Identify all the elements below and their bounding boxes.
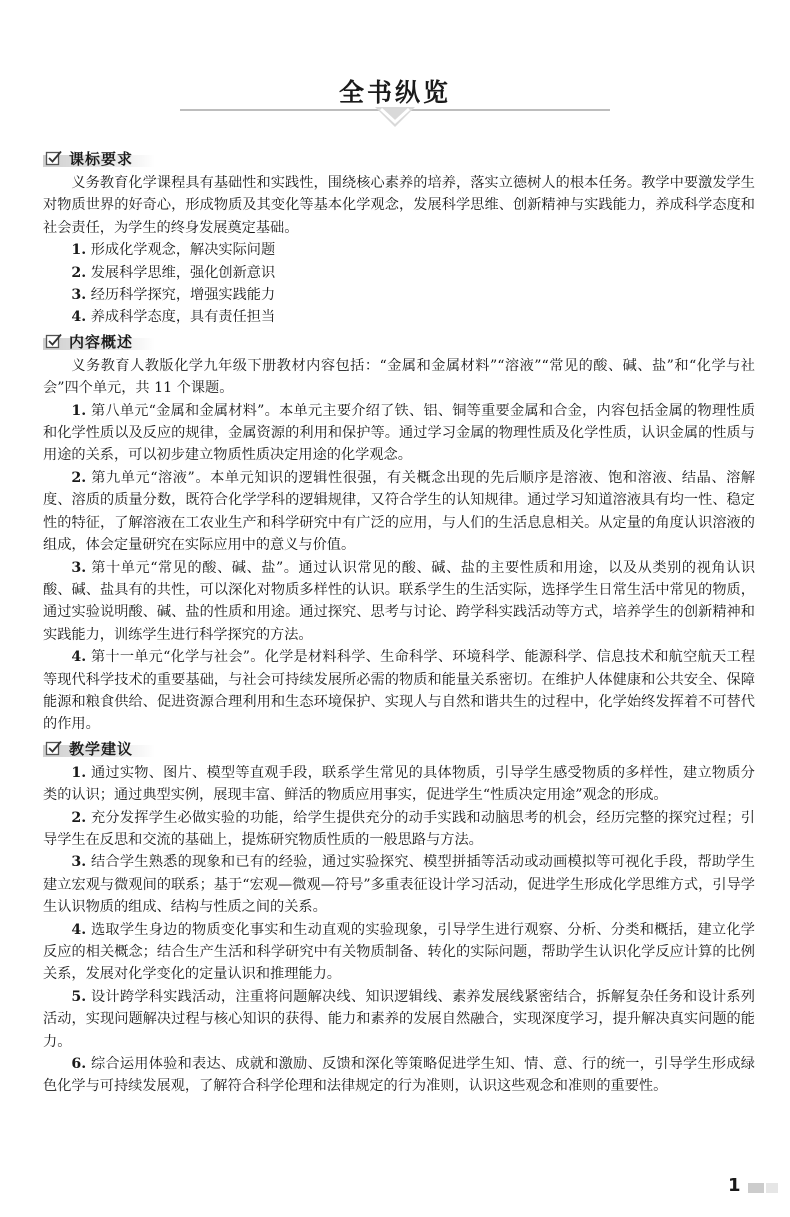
item-text: 充分发挥学生必做实验的功能，给学生提供充分的动手实践和动脑思考的机会，经历完整的探究过程；引导学生在反思和交流的基础上，提炼研究物质性质的一般思路与方法。	[43, 809, 755, 848]
item-number: 3.	[71, 854, 87, 871]
page-number-mark	[766, 1183, 778, 1193]
checkbox-check-icon	[45, 739, 63, 757]
chevron-down-icon	[375, 107, 415, 129]
paragraph	[43, 1053, 755, 1098]
item-number: 2.	[71, 469, 87, 486]
item-text: 综合运用体验和表达、成就和激励、反馈和深化等策略促进学生知、情、意、行的统一，引导学生形成绿色化学与可持续发展观，了解符合科学伦理和法律规定的行为准则，认识这些观念和准则的重要性。	[43, 1056, 755, 1095]
item-text: 结合学生熟悉的现象和已有的经验，通过实验探究、模型拼插等活动或动画模拟等可视化手段，帮助学生建立宏观与微观间的联系；基于“宏观—微观—符号”多重表征设计学习活动，促进学生形成化学思维方式，引导学生认识物质的组成、结构与性质之间的关系。	[43, 854, 755, 916]
main-content	[43, 146, 755, 1098]
checkbox-check-icon	[45, 149, 63, 167]
list-item	[43, 239, 755, 261]
item-text: 第八单元“金属和金属材料”。本单元主要介绍了铁、铝、铜等重要金属和合金，内容包括金属的物理性质和化学性质以及反应的规律，金属资源的利用和保护等。通过学习金属的物理性质及化学性质，认识金属的性质与用途的关系，可以初步建立物质性质决定用途的化学观念。	[43, 402, 756, 464]
item-text: 发展科学思维，强化创新意识	[90, 264, 276, 281]
item-number: 4.	[71, 309, 87, 326]
item-text: 养成科学态度，具有责任担当	[90, 309, 276, 326]
item-number: 3.	[71, 559, 87, 576]
item-number: 4.	[71, 649, 87, 666]
item-number: 2.	[71, 809, 87, 826]
paragraph	[43, 762, 755, 807]
item-text: 选取学生身边的物质变化事实和生动直观的实验现象，引导学生进行观察、分析、分类和概括，建立化学反应的相关概念；结合生产生活和科学研究中有关物质制备、转化的实际问题，帮助学生认识化学反应计算的比例关系，发展对化学变化的定量认识和推理能力。	[43, 921, 755, 983]
item-text: 通过实物、图片、模型等直观手段，联系学生常见的具体物质，引导学生感受物质的多样性，建立物质分类的认识；通过典型实例，展现丰富、鲜活的物质应用事实，促进学生“性质决定用途”观念的形成。	[43, 764, 755, 804]
section-heading-overview	[43, 331, 755, 353]
checkbox-check-icon	[45, 332, 63, 350]
list-item	[43, 262, 755, 284]
item-text: 经历科学探究，增强实践能力	[90, 287, 276, 304]
list-item	[43, 284, 755, 306]
paragraph	[43, 851, 755, 918]
overview-intro: 义务教育人教版化学九年级下册教材内容包括：“金属和金属材料”“溶液”“常见的酸、碱、盐”和“化学与社会”四个单元，共 11 个课题。	[43, 357, 755, 397]
paragraph	[43, 557, 755, 647]
section-label: 课标要求	[69, 150, 134, 168]
paragraph	[43, 646, 755, 736]
item-number: 2.	[71, 264, 87, 281]
item-number: 1.	[71, 402, 87, 419]
page-number-mark	[748, 1183, 764, 1193]
paragraph	[43, 467, 755, 557]
list-item	[43, 306, 755, 328]
item-number: 5.	[71, 988, 87, 1005]
item-text: 设计跨学科实践活动，注重将问题解决线、知识逻辑线、素养发展线紧密结合，拆解复杂任务和设计系列活动，实现问题解决过程与核心知识的获得、能力和素养的发展自然融合，实现深度学习，提升解决真实问题的能力。	[43, 988, 755, 1050]
paragraph	[43, 400, 755, 467]
paragraph	[43, 807, 755, 852]
item-text: 第十一单元“化学与社会”。化学是材料科学、生命科学、环境科学、能源科学、信息技术和航空航天工程等现代科学技术的重要基础，与社会可持续发展所必需的物质和能量关系密切。在维护人体健康和公共安全、保障能源和粮食供给、促进资源合理利用和生态环境保护、实现人与自然和谐共生的过程中，化学始终发挥着不可替代的作用。	[43, 649, 756, 733]
paragraph	[43, 919, 755, 986]
item-text: 形成化学观念，解决实际问题	[90, 242, 276, 259]
section-heading-suggestions	[43, 738, 755, 760]
standards-intro: 义务教育化学课程具有基础性和实践性，围绕核心素养的培养，落实立德树人的根本任务。教学中要激发学生对物质世界的好奇心，形成物质及其变化等基本化学观念，发展科学思维、创新精神与实践能力，养成科学态度和社会责任，为学生的终身发展奠定基础。	[43, 175, 755, 236]
section-label: 内容概述	[69, 332, 134, 351]
page-title: 全书纵览	[338, 78, 451, 107]
item-text: 第九单元“溶液”。本单元知识的逻辑性很强，有关概念出现的先后顺序是溶液、饱和溶液、结晶、溶解度、溶质的质量分数，既符合化学学科的逻辑规律，又符合学生的认知规律。通过学习知道溶液具有均一性、稳定性的特征，了解溶液在工农业生产和科学研究中有广泛的应用，与人们的生活息息相关。从定量的角度认识溶液的组成，体会定量研究在实际应用中的意义与价值。	[43, 469, 756, 554]
page-title-block	[180, 72, 610, 132]
section-label: 教学建议	[69, 739, 134, 758]
item-number: 3.	[71, 287, 87, 304]
section-heading-standards	[43, 148, 755, 170]
paragraph	[43, 986, 755, 1053]
item-number: 1.	[71, 242, 87, 259]
item-number: 4.	[71, 921, 87, 938]
item-number: 6.	[71, 1056, 87, 1073]
item-number: 1.	[71, 764, 87, 781]
item-text: 第十单元“常见的酸、碱、盐”。通过认识常见的酸、碱、盐的主要性质和用途，以及从类别的视角认识酸、碱、盐具有的共性，可以深化对物质多样性的认识。联系学生的生活实际，选择学生日常生活中常见的物质，通过实验说明酸、碱、盐的性质和用途。通过探究、思考与讨论、跨学科实践活动等方式，培养学生的创新精神和实践能力，训练学生进行科学探究的方法。	[43, 559, 756, 643]
page-number: 1	[728, 1175, 741, 1196]
